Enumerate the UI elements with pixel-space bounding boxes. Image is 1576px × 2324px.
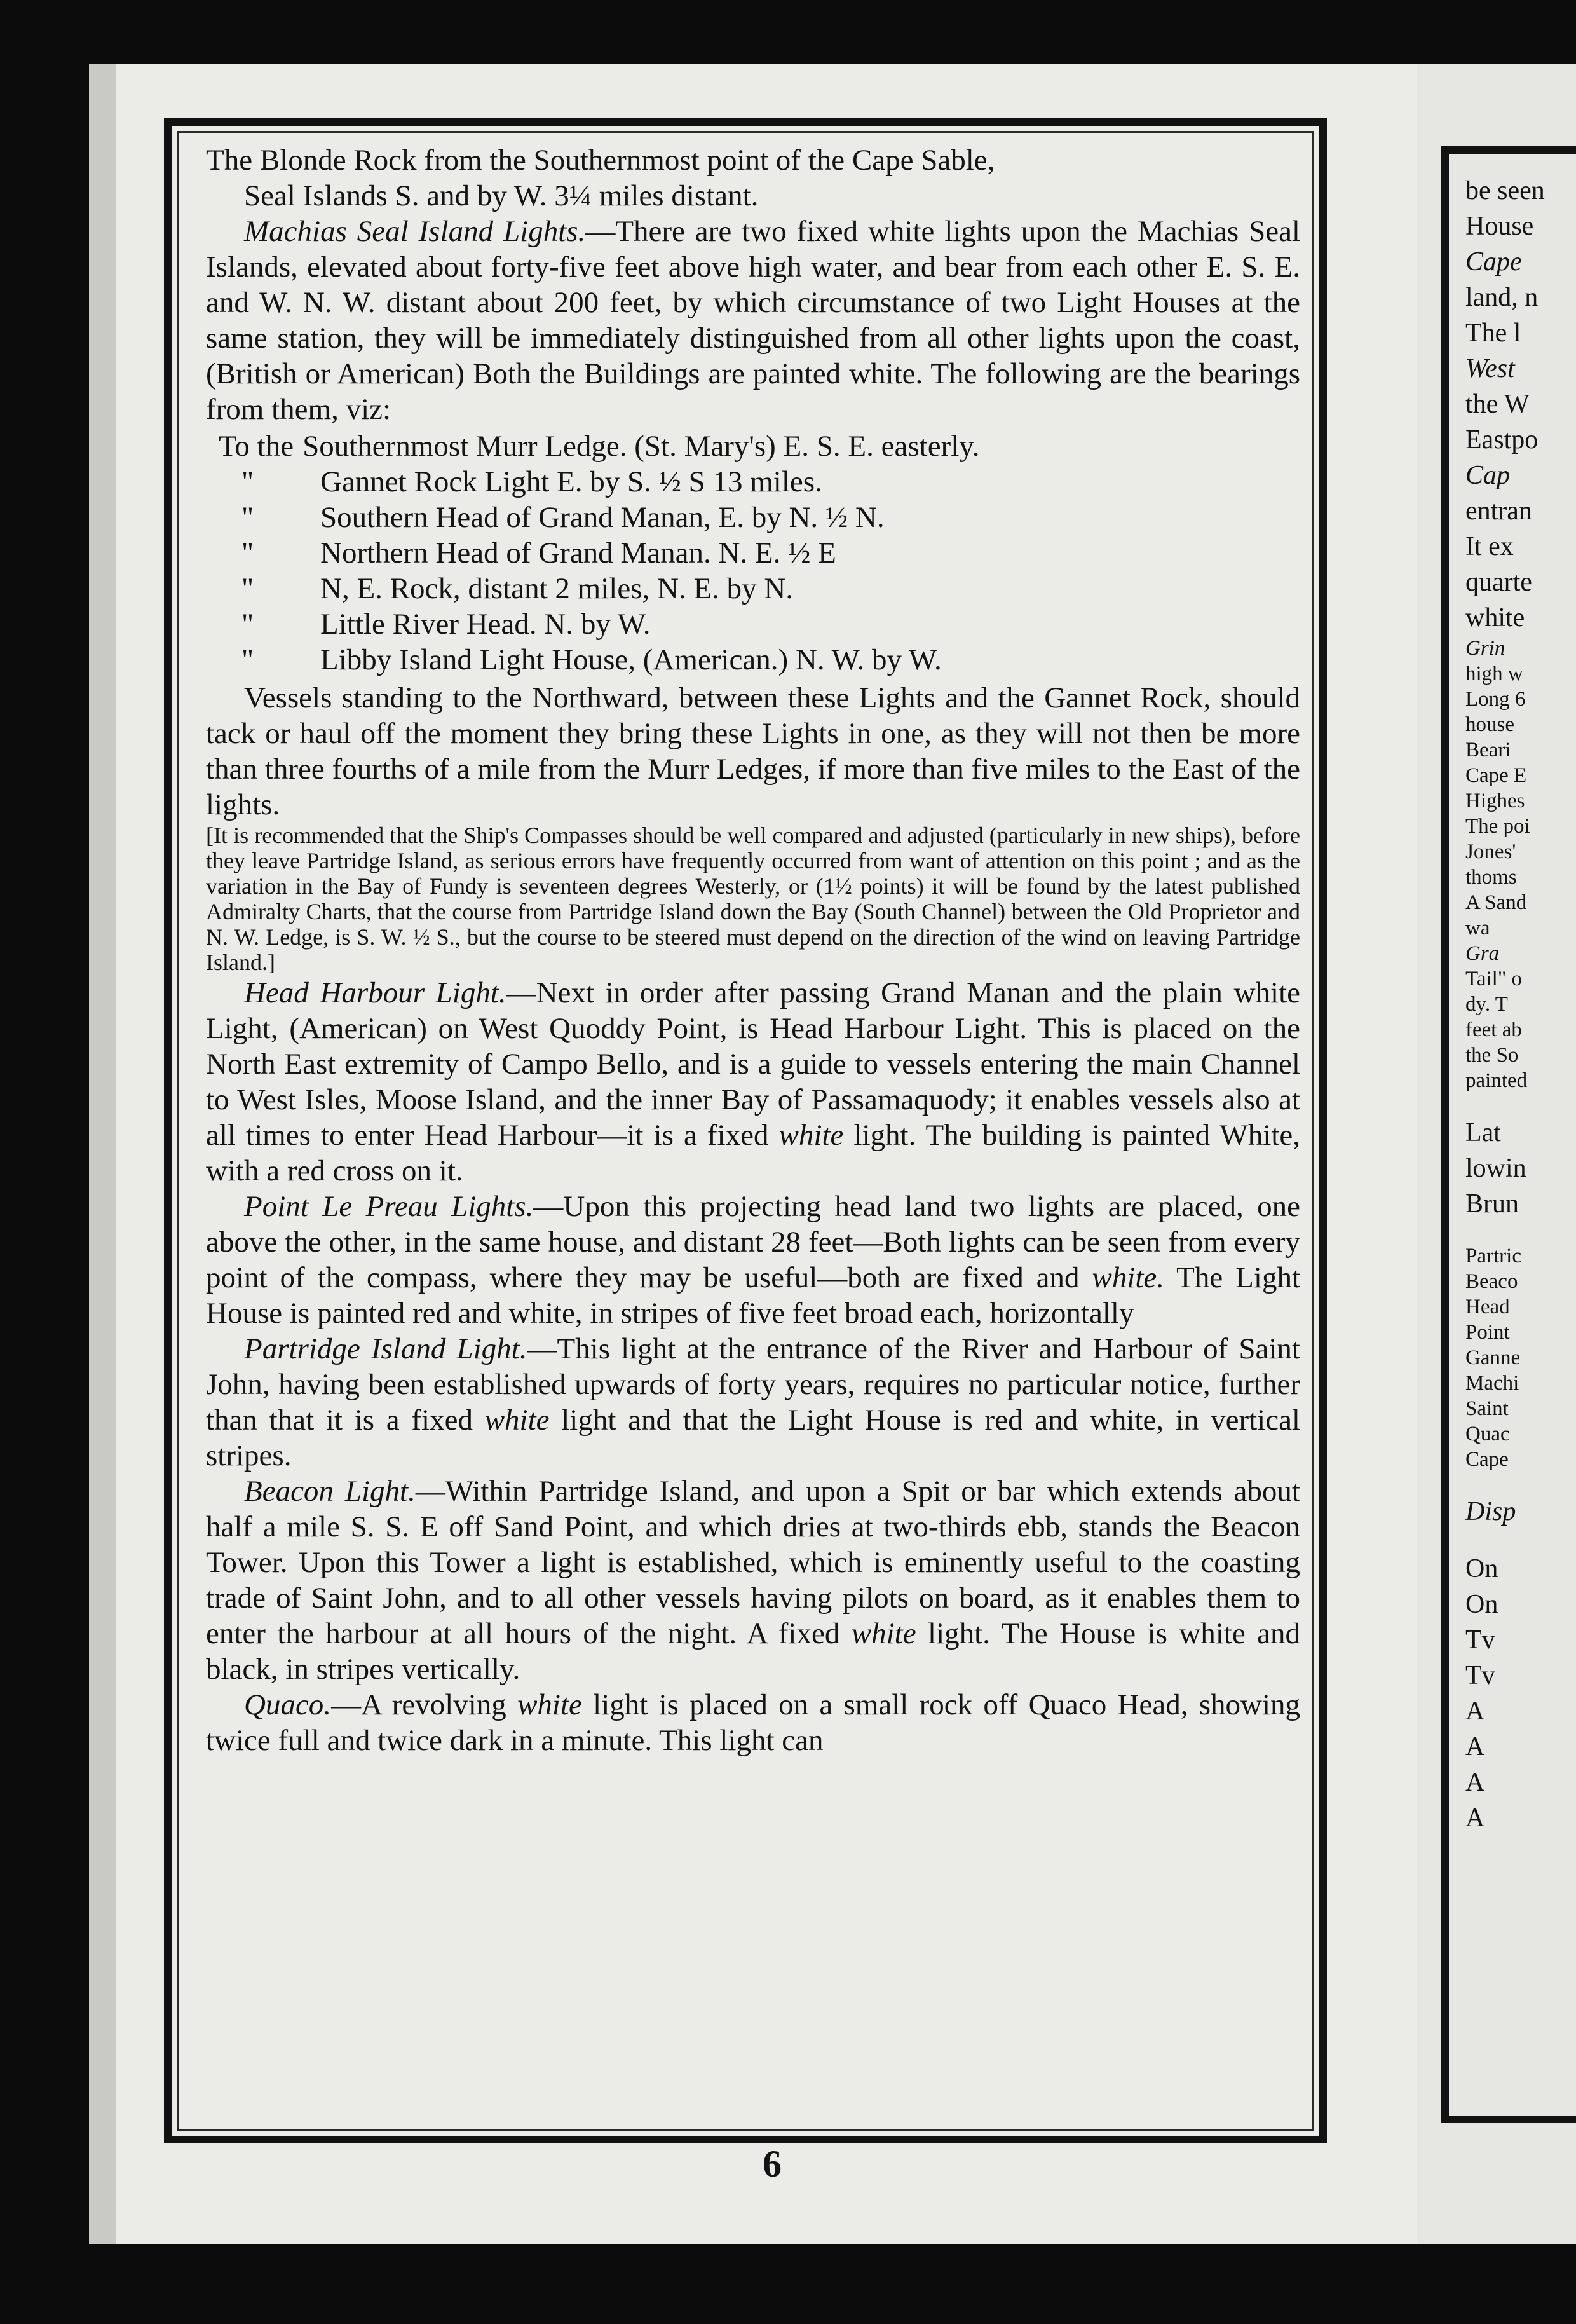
- head-harbour-paragraph: [206, 975, 1300, 1189]
- right-fragment: It ex: [1465, 532, 1514, 561]
- quaco-title: Quaco.: [244, 1688, 332, 1721]
- bearing-text: N, E. Rock, distant 2 miles, N. E. by N.: [320, 572, 794, 605]
- right-fragment: House: [1465, 212, 1534, 241]
- point-le-preau-emph: white.: [1092, 1261, 1165, 1294]
- ditto-mark: ": [241, 608, 254, 641]
- bearing-row: [219, 464, 1300, 500]
- bearings-list: [219, 428, 1300, 678]
- right-fragment: Cap: [1465, 461, 1511, 490]
- bearing-row: [219, 535, 1300, 571]
- partridge-island-body: —This light at the entrance of the River and Harbour of Saint John, having been established upwards of forty years, requires no particular notice, further than that it is a fixed: [206, 1332, 1300, 1437]
- head-harbour-body: —Next in order after passing Grand Manan and the plain white Light, (American) on West Quoddy Point, is Head Harbour Light. This is placed on the North East extremity of Campo Bello, and is a guide to vessels entering the main Channel to West Isles, Moose Island, and the inner Bay of Passamaquody; it enables vessels also at all times to enter Head Harbour—it is a fixed: [206, 976, 1300, 1152]
- bearing-text: Gannet Rock Light E. by S. ½ S 13 miles.: [320, 465, 822, 498]
- right-fragment: On: [1465, 1590, 1498, 1619]
- partridge-island-paragraph: [206, 1331, 1300, 1473]
- right-fragment: Highes: [1465, 789, 1525, 812]
- vessels-paragraph: Vessels standing to the Northward, between these Lights and the Gannet Rock, should tack or haul off the moment they bring these Lights in one, as they will not then be more than three fourths of a mile from the Murr Ledges, if more than five miles to the East of the lights.: [206, 681, 1300, 821]
- machias-body: —There are two fixed white lights upon the Machias Seal Islands, elevated about forty-five feet above high water, and bear from each other E. S. E. and W. N. W. distant about 200 feet, by which circumstance of two Light Houses at the same station, they will be immediately distinguished from all other lights upon the coast, (British or American) Both the Buildings are painted white. The following are the bearings from them, viz:: [206, 215, 1300, 426]
- machias-title: Machias Seal Island Lights.: [244, 215, 586, 248]
- right-fragment: entran: [1465, 496, 1532, 526]
- bearing-text: Northern Head of Grand Manan. N. E. ½ E: [320, 537, 836, 570]
- machias-paragraph: [206, 214, 1300, 427]
- page-number: 6: [763, 2143, 782, 2185]
- bearing-row: [219, 428, 1300, 464]
- right-fragment: Machi: [1465, 1372, 1519, 1395]
- right-fragment: A Sand: [1465, 891, 1527, 914]
- right-fragment: feet ab: [1465, 1018, 1522, 1041]
- partridge-island-emph: white: [484, 1404, 550, 1437]
- right-fragment: painted: [1465, 1069, 1528, 1092]
- head-harbour-emph: white: [778, 1119, 844, 1152]
- right-fragment: Jones': [1465, 840, 1516, 863]
- right-fragment: Partric: [1465, 1245, 1521, 1268]
- right-fragment: A: [1465, 1768, 1485, 1797]
- right-fragment: Grin: [1465, 637, 1505, 660]
- point-le-preau-body: —Upon this projecting head land two lights are placed, one above the other, in the same house, and distant 28 feet—Both lights can be seen from every point of the compass, where they may be useful—both are fixed and: [206, 1190, 1300, 1294]
- beacon-body: —Within Partridge Island, and upon a Spit or bar which extends about half a mile S. S. E off Sand Point, and which dries at two-thirds ebb, stands the Beacon Tower. Upon this Tower a light is established, which is eminently useful to the coasting trade of Saint John, and to all other vessels having pilots on board, as it enables them to enter the harbour at all hours of the night. A fixed: [206, 1475, 1300, 1650]
- page-text: [206, 142, 1300, 1758]
- bearing-text: Southern Head of Grand Manan, E. by N. ½ N.: [320, 501, 885, 534]
- head-harbour-tail: light. The building is painted White, with a red cross on it.: [206, 1119, 1300, 1187]
- right-fragment: Point: [1465, 1321, 1510, 1344]
- bearing-row: [219, 642, 1300, 678]
- bearing-text: Libby Island Light House, (American.) N. W. by W.: [320, 643, 942, 676]
- opening-line-2: Seal Islands S. and by W. 3¼ miles distant.: [244, 179, 759, 212]
- right-fragment: Quac: [1465, 1423, 1510, 1446]
- right-fragment: white: [1465, 603, 1525, 632]
- spacer: [1465, 1222, 1576, 1243]
- right-fragment: Tail" o: [1465, 967, 1523, 990]
- right-fragment: the So: [1465, 1044, 1519, 1067]
- spacer: [1465, 1472, 1576, 1494]
- right-fragment: quarte: [1465, 568, 1532, 597]
- ditto-mark: ": [241, 537, 254, 570]
- right-fragment: The poi: [1465, 815, 1530, 838]
- bearing-row: [219, 571, 1300, 606]
- right-fragment: Gra: [1465, 942, 1500, 965]
- ditto-mark: ": [241, 572, 254, 605]
- right-fragment: A: [1465, 1803, 1485, 1833]
- right-fragment: Eastpo: [1465, 425, 1539, 455]
- right-fragment: Beaco: [1465, 1270, 1518, 1293]
- right-fragment: Cape: [1465, 247, 1522, 277]
- partridge-island-tail: light and that the Light House is red and white, in vertical stripes.: [206, 1404, 1300, 1472]
- right-fragment: On: [1465, 1554, 1498, 1583]
- right-fragment: West: [1465, 354, 1515, 383]
- text-frame: [164, 118, 1327, 2143]
- spacer: [1465, 1093, 1576, 1115]
- right-fragment: Cape E: [1465, 764, 1527, 787]
- point-le-preau-paragraph: [206, 1189, 1300, 1331]
- head-harbour-title: Head Harbour Light.: [244, 976, 506, 1009]
- spacer: [1465, 1529, 1576, 1551]
- bearing-mark: To the: [219, 430, 294, 463]
- right-fragment: lowin: [1465, 1154, 1526, 1183]
- right-fragment: land, n: [1465, 283, 1539, 312]
- bearing-text: Little River Head. N. by W.: [320, 608, 651, 641]
- right-fragment: Ganne: [1465, 1346, 1521, 1369]
- quaco-body: —A revolving: [331, 1688, 518, 1721]
- quaco-emph: white: [517, 1688, 582, 1721]
- quaco-paragraph: [206, 1687, 1300, 1758]
- beacon-title: Beacon Light.: [244, 1475, 416, 1508]
- right-page-frame: [1441, 146, 1576, 2123]
- right-fragment: Cape: [1465, 1448, 1509, 1471]
- right-fragment: wa: [1465, 917, 1490, 940]
- ditto-mark: ": [241, 501, 254, 534]
- beacon-tail: light. The House is white and black, in stripes vertically.: [206, 1617, 1300, 1686]
- bearing-row: [219, 500, 1300, 535]
- right-fragment: Long 6: [1465, 688, 1526, 711]
- right-fragment: be seen: [1465, 176, 1545, 205]
- ditto-mark: ": [241, 465, 254, 498]
- partridge-island-title: Partridge Island Light.: [244, 1332, 527, 1365]
- right-fragment: The l: [1465, 318, 1521, 348]
- quaco-tail: light is placed on a small rock off Quaco Head, showing twice full and twice dark in a minute. This light can: [206, 1688, 1300, 1757]
- right-fragment: A: [1465, 1697, 1485, 1726]
- right-fragment: house: [1465, 713, 1514, 736]
- right-fragment: Disp: [1465, 1497, 1516, 1526]
- bearing-row: [219, 606, 1300, 642]
- right-fragment: Beari: [1465, 739, 1511, 762]
- bearing-text: Southernmost Murr Ledge. (St. Mary's) E. S. E. easterly.: [302, 430, 980, 463]
- beacon-emph: white: [851, 1617, 916, 1650]
- right-fragment: Head: [1465, 1295, 1510, 1318]
- right-fragment: Brun: [1465, 1189, 1519, 1219]
- right-fragment: the W: [1465, 390, 1530, 419]
- right-fragment: dy. T: [1465, 993, 1508, 1016]
- right-fragment: A: [1465, 1732, 1485, 1761]
- compass-note: [It is recommended that the Ship's Compasses should be well compared and adjusted (particularly in new ships), before they leave Partridge Island, as serious errors have frequently occurred from want of attention on this point ; and as the variation in the Bay of Fundy is seventeen degrees Westerly, or (1½ points) it will be found by the latest published Admiralty Charts, that the course from Partridge Island down the Bay (South Channel) between the Old Proprietor and N. W. Ledge, is S. W. ½ S., but the course to be steered must depend on the direction of the wind on leaving Partridge Island.]: [206, 823, 1300, 975]
- right-fragment: Tv: [1465, 1625, 1495, 1655]
- point-le-preau-title: Point Le Preau Lights.: [244, 1190, 534, 1223]
- right-fragment: thoms: [1465, 866, 1517, 889]
- ditto-mark: ": [241, 643, 254, 676]
- point-le-preau-tail: The Light House is painted red and white, in stripes of five feet broad each, horizontally: [206, 1261, 1300, 1330]
- right-fragment: Saint: [1465, 1397, 1509, 1420]
- beacon-paragraph: [206, 1473, 1300, 1687]
- right-fragment: high w: [1465, 662, 1523, 685]
- opening-line-1: The Blonde Rock from the Southernmost point of the Cape Sable,: [206, 144, 995, 177]
- right-fragment: Tv: [1465, 1661, 1495, 1690]
- right-fragment: Lat: [1465, 1118, 1501, 1147]
